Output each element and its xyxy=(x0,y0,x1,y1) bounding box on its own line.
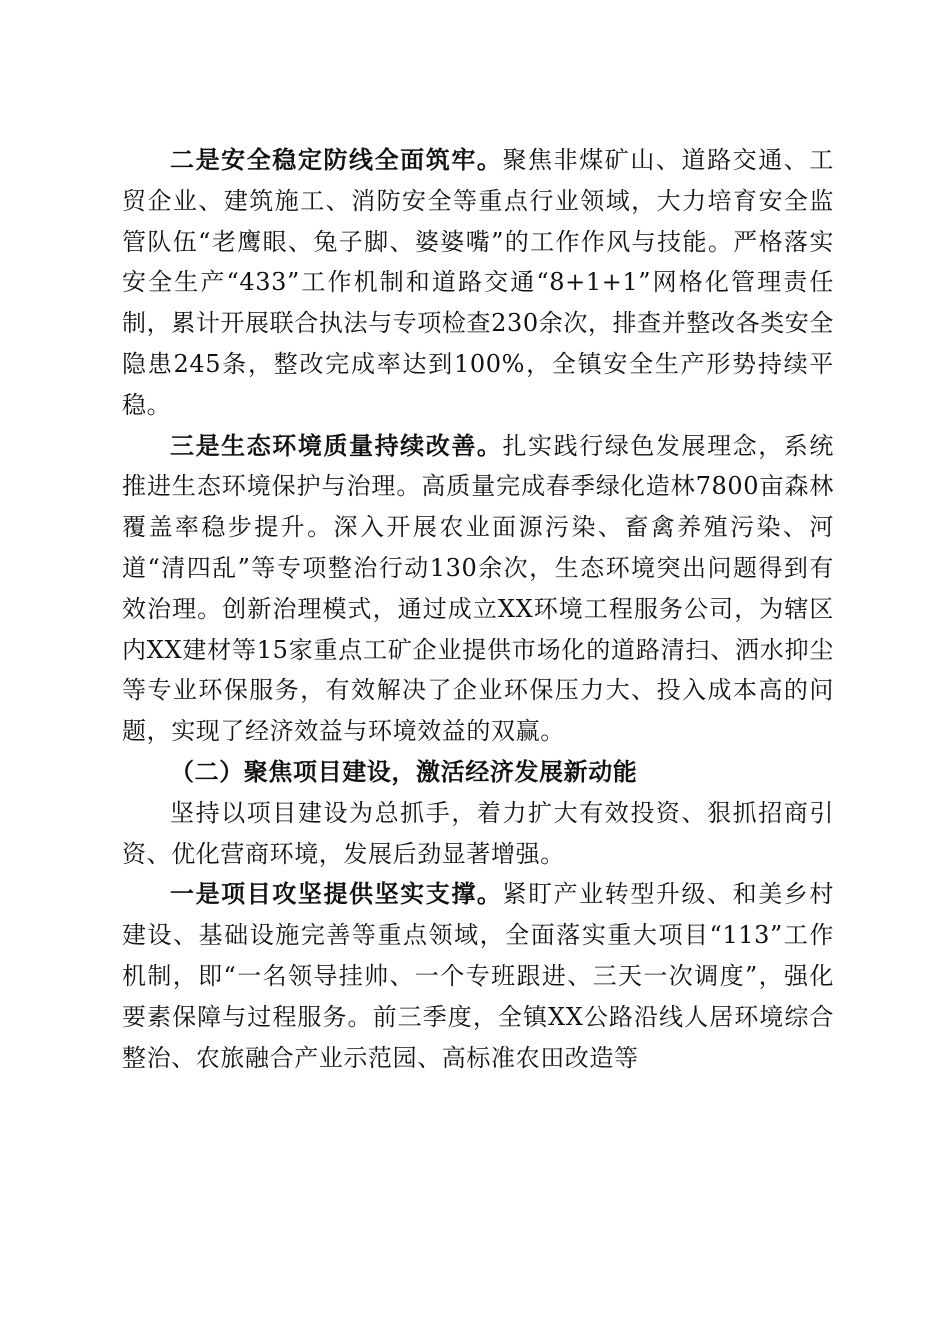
paragraph-body: 聚焦非煤矿山、道路交通、工贸企业、建筑施工、消防安全等重点行业领域，大力培育安全监管队伍“老鹰眼、兔子脚、婆婆嘴”的工作作风与技能。严格落实安全生产“433”工作机制和道路交通“8+1+1”网格化管理责任制，累计开展联合执法与专项检查230余次，排查并整改各类安全隐患245条，整改完成率达到100%，全镇安全生产形势持续平稳。 xyxy=(122,146,834,419)
paragraph-lead: 二是安全稳定防线全面筑牢。 xyxy=(170,145,503,174)
paragraph-safety xyxy=(122,140,834,426)
document-page xyxy=(122,140,834,1078)
paragraph-ecology xyxy=(122,426,834,752)
section-heading xyxy=(122,752,834,793)
paragraph-lead: 一是项目攻坚提供坚实支撑。 xyxy=(170,879,503,909)
section-heading-text: （二）聚焦项目建设，激活经济发展新动能 xyxy=(170,756,638,786)
section-intro: 坚持以项目建设为总抓手，着力扩大有效投资、狠抓招商引资、优化营商环境，发展后劲显著增强。 xyxy=(122,798,834,868)
paragraph-lead: 三是生态环境质量持续改善。 xyxy=(170,430,503,460)
paragraph-projects xyxy=(122,874,834,1078)
paragraph-body: 紧盯产业转型升级、和美乡村建设、基础设施完善等重点领域，全面落实重大项目“113”工作机制，即“一名领导挂帅、一个专班跟进、三天一次调度”，强化要素保障与过程服务。前三季度，全镇XX公路沿线人居环境综合整治、农旅融合产业示范园、高标准农田改造等 xyxy=(122,880,834,1072)
paragraph-body: 扎实践行绿色发展理念，系统推进生态环境保护与治理。高质量完成春季绿化造林7800亩森林覆盖率稳步提升。深入开展农业面源污染、畜禽养殖污染、河道“清四乱”等专项整治行动130余次，生态环境突出问题得到有效治理。创新治理模式，通过成立XX环境工程服务公司，为辖区内XX建材等15家重点工矿企业提供市场化的道路清扫、洒水抑尘等专业环保服务，有效解决了企业环保压力大、投入成本高的问题，实现了经济效益与环境效益的双赢。 xyxy=(122,431,834,746)
